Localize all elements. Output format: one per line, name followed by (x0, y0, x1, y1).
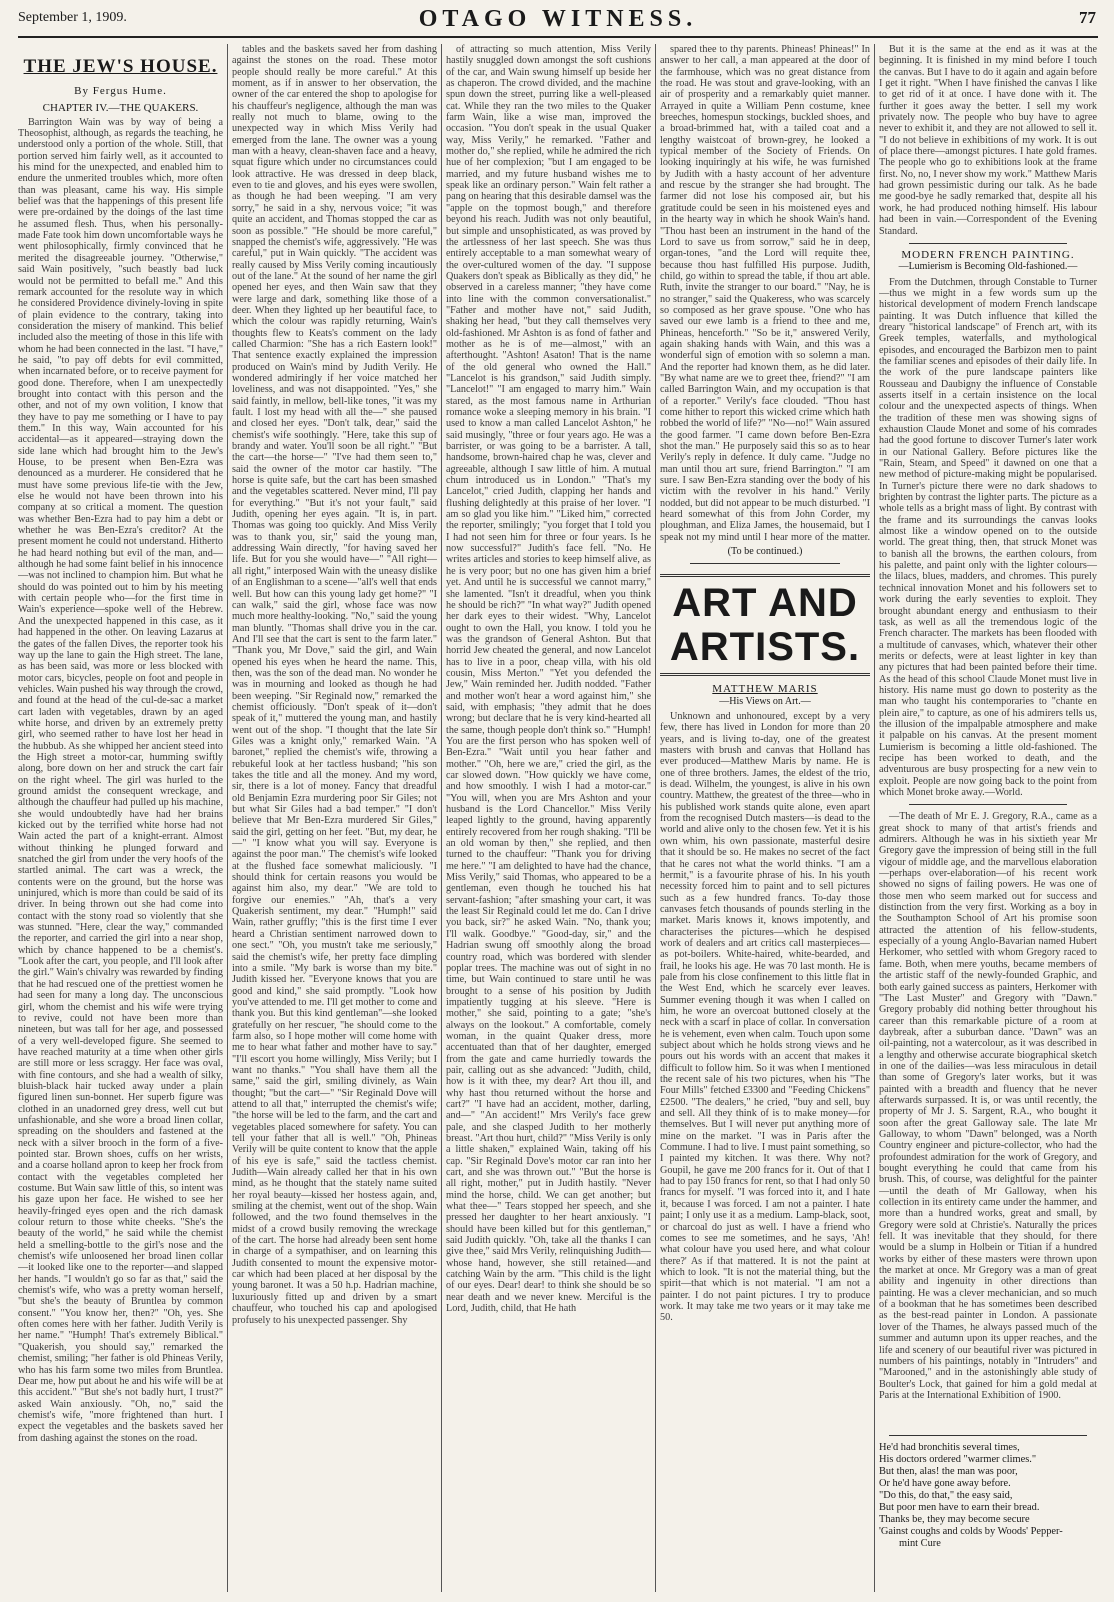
newspaper-title: OTAGO WITNESS. (418, 6, 698, 32)
chapter-heading: CHAPTER IV.—THE QUAKERS. (42, 102, 199, 115)
column-rule (655, 44, 656, 1592)
verse-line: Or he'd have gone away before. (879, 1478, 1011, 1489)
story-text-col3: of attracting so much attention, Miss Verily hastily snuggled down amongst the soft cushions of the car, and Wain swung himself up beside her as chaperon. The crowd divided, and the machine spun down the street, purring like a well-pleased cat. While they ran the two miles to the Quaker farm Wain, like a wise man, improved the occasion. "You don't speak in the usual Quaker way, Miss Verily," he remarked. "Father and mother do," she replied, while he admired the rich hue of her complexion; "but I am engaged to be married, and my future husband wishes me to speak like an ordinary person." Wain felt rather a pang on hearing that this desirable damsel was the "apple on the topmost bough," and therefore beyond his reach. Judith was not only beautiful, but simple and unsophisticated, as was proved by the artlessness of her last speech. She was thus entirely acceptable to a man somewhat weary of the over-cultured women of the day. "I suppose Quakers don't speak as Biblically as they did," he observed in a careless manner; "they have come into line with the common conversationalist." "Father and mother have not," said Judith, shaking her head, "but they call themselves very old-fashioned. Mr Ashton is as fond of father and mother as he is of me—almost," with an afterthought. "Ashton! Asaton! That is the name of the old general who owned the Hall." "Lancelot is his grandson," said Judith simply. "Lancelot!" "I am engaged to marry him." Wain stared, as the most famous name in Arthurian romance woke a sleeping memory in his brain. "I used to know a man called Lancelot Ashton," he said musingly, "three or four years ago. He was a barrister, or was going to be a barrister. A tall, handsome, brown-haired chap he was, clever and agreeable, although I saw little of him. A mutual chum introduced us in London." "That's my Lancelot," cried Judith, clapping her hands and flushing delightedly at this praise of her lover. "I am so glad you like him." "Liked him," corrected the reporter, smilingly; "you forget that I told you I had not seen him for three or four years. Is he now successful?" Judith's face fell. "No. He writes articles and stories to keep himself alive, as he is very poor; but no one has given him a brief yet. And until he is successful we cannot marry," she lamented. "Isn't it dreadful, when you think he should be rich?" "In what way?" Judith opened her dark eyes to their widest. "Why, Lancelot ought to own the Hall, you know. I told you he was the grandson of General Ashton. But that horrid Jew cheated the general, and now Lancelot has to live in a poor, cheap villa, with his old cousin, Miss Merton." "Yet you defended the Jew," Wain reminded her. Judith nodded. "Father and mother won't hear a word against him," she said, with emphasis; "they admit that he does wrong; but declare that he is very kind-hearted all the same, though people don't think so." "Humph! You are the first person who has spoken well of Ben-Ezra." "Wait until you hear father and mother." "Oh, here we are," cried the girl, as the car slowed down. "How quickly we have come, and how smoothly. I wish I had a motor-car." "You will, when you are Mrs Ashton and your husband is the Lord Chancellor." Miss Verily leaped lightly to the ground, having apparently entirely recovered from her rough shaking. "I'll be an old woman by then," she replied, and then turned to the chauffeur: "Thank you for driving me here." "I am delighted to have had the chance, Miss Verily," said Thomas, who appeared to be a gentleman, even though he touched his hat servant-fashion; "after smashing your cart, it was the least Sir Reginald could let me do. Can I drive you back, sir?" he asked Wain. "No, thank you; I'll walk. Goodbye." "Good-day, sir," and the Hadrian swung off smoothly along the broad country road, which was bordered with slender poplar trees. The machine was out of sight in no time, but Wain continued to stare until he was brought to a sense of his position by Judith impatiently tugging at his sleeve. "Here is mother," she said, pointing to a gate; "she's always on the lookout." A comfortable, comely woman, in the quaint Quaker dress, more accentuated than that of her daughter, emerged from the gate and came hurriedly towards the pair, calling out as she advanced: "Judith, child, how is it with thee, my dear? Art thou ill, and why hast thou returned without the horse and cart?" "I have had an accident, mother, darling, and—" "An accident!" Mrs Verily's face grew pale, and she clasped Judith to her motherly breast. "Art thou hurt, child?" "Miss Verily is only a little shaken," explained Wain, taking off his cap. "Sir Reginald Dove's motor car ran into her cart, and she was thrown out." "But the horse is all right, mother," put in Judith hastily. "Never mind the horse, child. We can get another; but what thee—" Tears stopped her speech, and she pressed her daughter to her heart anxiously. "I should have been killed but for this gentleman," said Judith quickly. "Oh, take all the thanks I can give thee," said Mrs Verily, relinquishing Judith—whose hand, however, she still retained—and catching Wain by the arm. "This child is the light of our eyes. Dear! dear! to think she should be so near death and we never knew. Merciful is the Lord, Judith, child, that He hath (446, 44, 651, 1315)
section-divider (889, 1435, 1087, 1436)
story-continuation (660, 44, 870, 544)
verse-line: mint Cure (899, 1538, 941, 1549)
story-text-col1: Barrington Wain was by way of being a Theosophist, although, as regards the teaching, he understood only a portion of the whole. Still, that portion served him fairly well, as it accounted to his mind for the unexpected, and enabled him to endure the unmerited troubles which, more often than was pleasant, came his way. His simple belief was that the happenings of this present life were pre-ordained by the doings of the last time he assumed flesh. Thus, when his personally-made Fate took him down uncomfortable ways he went philosophically, firmly convinced that he merited the disagreeable journey. "Otherwise," said Wain positively, "such beastly bad luck would not be permitted to befall me." And this remark accounted for the resolute way in which he considered Providence divinely-loving in spite of plain evidence to the contrary, taking into consideration the misery of mankind. This belief included also the meeting of those in this life with whom he had been connected in the last. "I have," he said, "to pay off debts for evil committed, when incarnated before, or to receive payment for good done. Therefore, when I am unexpectedly brought into contact with this person and the other, and not of my own volition, I know that they have to pay me something or I have to pay them." In this way, Wain accounted for his accidental—as it appeared—straying down the side lane which had brought him to the Jew's House, to be present when Ben-Ezra was denounced as a murderer. He considered that he must have some previous life-tie with the Jew, else he would not have been thrown into his company at so critical a moment. The question was whether Ben-Ezra had to pay him a debt or whether he was Ben-Ezra's creditor? At the present moment he could not understand. Hitherto he had heard nothing but evil of the man, and—although he had some faint belief in his innocence—was not inclined to champion him. But what he should do was pointed out to him by his meeting with certain people who—for the first time in Wain's experience—spoke well of the Hebrew. And the unexpected happened in this case, as it had happened in the other. On leaving Lazarus at the gates of the fallen Dives, the reporter took his way up the lane to gain the High street. The lane, as has been said, was more or less blocked with motor cars, bicycles, people on foot and people in vehicles. Wain pushed his way through the crowd, and found at the head of the cul-de-sac a market cart laden with vegetables, drawn by an aged white horse, and driven by an extremely pretty girl, who seemed rather to have lost her head in the hubbub. As she whipped her ancient steed into the High street a motor-car, humming swiftly along, bore down on her and struck the cart fair on the right wheel. The girl was hurled to the ground amidst the consequent wreckage, and although the chauffeur had pulled up his machine, she would undoubtedly have had her brains kicked out by the terrified white horse had not Wain acted the part of a knight-errant. Almost without thinking he plunged forward and snatched the girl from under the very hoofs of the startled animal. The cart was a wreck, the contents were on the ground, but the horse was uninjured, which is more than could be said of its driver. In being thrown out she had come into contact with the stony road so violently that she was stunned. "Here, clear the way," commanded the reporter, and carried the girl into a near shop, which by chance happened to be a chemist's. "Look after the cart, you people, and I'll look after the girl." Wain's chivalry was rewarded by finding that he had rescued one of the prettiest women he had seen for many a long day. The unconscious girl, whom the chemist and his wife were trying to revive, could not have been more than nineteen, but was tall for her age, and possessed of a very well-developed figure. She seemed to have reached maturity at a time when other girls are still more or less scraggy. Her face was oval, with fine contours, and she had a wealth of silky, bluish-black hair tucked away under a plain figured linen sun-bonnet. Her superb figure was clothed in an unadorned grey dress, well cut but unfashionable, and she wore a broad linen collar, spreading on the shoulders and fastened at the neck with a silver brooch in the form of a five-pointed star. Brown shoes, cuffs on her wrists, and a coarse holland apron to keep her frock from contact with the vegetables completed her costume. But Wain saw little of this, so intent was his gaze upon her face. He wished to see her heavily-fringed eyes open and the rich damask colour return to those white cheeks. "She's the beauty of the world," he said while the chemist held a smelling-bottle to the girl's nose and the chemist's wife unloosened her broad linen collar—it looked like one to the reporter—and slapped her hands. "I wouldn't go so far as that," said the chemist's wife, who was a pretty woman herself, "but she's the beauty of Bruntlea by common consent." "You know her, then?" "Oh, yes. She often comes here with her father. Judith Verily is her name." "Humph! That's extremely Biblical." "Quakerish, you should say," remarked the chemist, smiling; "her father is old Phineas Verily, who has his farm some two miles from Bruntlea. Dear me, how put about he and his wife will be at this accident." "But she's not badly hurt, I trust?" asked Wain anxiously. "Oh, no," said the chemist's wife, "more frightened than hurt. I expect the vegetables and the baskets saved her from dashing against the stones on the road. (18, 116, 223, 1444)
verse-line: But then, alas! the man was poor, (879, 1466, 1018, 1477)
masthead (18, 6, 1098, 38)
column-1 (18, 44, 223, 1594)
story-title: THE JEW'S HOUSE. (23, 56, 218, 77)
column-2 (232, 44, 437, 1594)
maris-text-cont: But it is the same at the end as it was at the beginning. It is finished in my mind before I touch the canvas. But I have to do it again and again before I get it right. "When I have finished the canvas I like to get rid of it at once. I have done with it. The further it goes away the better. I sell my work privately now. The people who buy have to agree never to exhibit it, and they are not allowed to sell it. "I do not believe in exhibitions of my work. It is out of place there—amongst pictures. I hate gold frames. The people who go to exhibitions look at the frame first. No, no, I never show my work." Matthew Maris had grown pessimistic during our talk. As he bade me good-bye he sadly remarked that, despite all his work, he had produced nothing himself. His labour had been in vain.—Correspondent of the Evening Standard. (879, 44, 1097, 237)
verse-line: 'Gainst coughs and colds by Woods' Pepper- (879, 1526, 1063, 1537)
lumierism-subheading: —Lumierism is Becoming Old-fashioned.— (898, 261, 1078, 273)
verse-line: But poor men have to earn their bread. (879, 1502, 1040, 1513)
advert-verse (879, 1442, 1097, 1550)
verse-line: He'd had bronchitis several times, (879, 1442, 1020, 1453)
gregory-text: —The death of Mr E. J. Gregory, R.A., came as a great shock to many of that artist's friends and admirers. Although he was in his sixtieth year Mr Gregory gave the impression of being still in the full vigour of middle age, and the marvellous elaboration—perhaps over-elaboration—of his recent work showed no signs of failing powers. He was one of those men who seem marked out for success and distinction from the very first. Working as a boy in the Southampton School of Art his promise soon attracted the attention of his fellow-students, especially of a young Anglo-Bavarian named Hubert Herkomer, who settled with whom Gregory raced to fame. Both, when mere youths, became members of the artistic staff of the newly-founded Graphic, and both early gained success as painters, Herkomer with "The Last Muster" and Gregory with "Dawn." Gregory probably did nothing better throughout his career than this remarkable picture of a room at daybreak, after a suburban dance. "Dawn" was an oil-painting, not a watercolour, as it was described in a lengthy and otherwise accurate biographical sketch in one of the dailies—was less miraculous in detail than some of Gregory's later works, but it was painted with a breadth and fluency that he never afterwards surpassed. It is, or was until recently, the property of Mr J. S. Sargent, R.A., who bought it soon after the great Galloway sale. The late Mr Galloway, to whom "Dawn" belonged, was a North Country engineer and picture-collector, who had the profoundest admiration for the work of Gregory, and bought everything he could that came from his brush. This, of course, was delightful for the painter—until the death of Mr Galloway, when his collection in its entirety came under the hammer, and more than a hundred works, great and small, by Gregory were sold at Christie's. Naturally the prices fell. It was inevitable that they should, for there would be a slump in Holbein or Titian if a hundred works by either of these masters were thrown upon the market at once. Mr Gregory was a man of great ability and ingenuity in other directions than painting. He was a clever mechanician, and so much of a bookman that he has sometimes been described as the best-read painter in London. A passionate lover of the Thames, he always passed much of the summer and autumn upon its upper reaches, and the life and scenery of our beautiful river was pictured in numbers of his paintings, notably in "Intruders" and "Marooned," and in the astonishingly able study of Boulter's Lock, that gained for him a gold medal at Paris at the International Exhibition of 1900. (879, 811, 1097, 1401)
column-rule (441, 44, 442, 1592)
to-be-continued: (To be continued.) (727, 546, 803, 557)
column-rule (227, 44, 228, 1592)
maris-heading: MATTHEW MARIS (712, 683, 818, 696)
column-5 (879, 44, 1097, 1594)
section-divider (690, 563, 840, 564)
maris-subheading: —His Views on Art.— (719, 695, 811, 707)
story-byline: By Fergus Hume. (74, 85, 167, 97)
column-3 (446, 44, 651, 1594)
lumierism-text: From the Dutchmen, through Constable to Turner—thus we might in a few words sum up the historical development of modern French landscape painting. It was Dutch influence that killed the dreary "historical landscape" of French art, with its Greek temples, waterfalls, and mythological episodes, and encouraged the Barbizon men to paint the familiar scenes and episodes of their daily life. In the work of the pure landscape painters like Rousseau and Daubigny the influence of Constable asserts itself in a certain insistence on the local colour and the unexpected aspects of things. When the tradition of these men was showing signs of exhaustion Claude Monet and some of his comrades had the good fortune to discover Turner's later work in our National Gallery. Before pictures like the "Rain, Steam, and Speed" it dawned on one that a new method of picture-making might be popularised. In Turner's picture there were no dark shadows to brighten by contrast the lighter parts. The picture as a whole tells as a bright mass of light. By contrast with the frame and its surroundings the canvas looks almost like a window opened on to the outside world. The great thing, then, that struck Monet was to banish all the browns, the earthen colours, from his palette, and paint only with the lighter colours—the lilacs, blues, madders, and chromes. This purely technical innovation Monet and his followers set to work during the early seventies to exploit. They brought abundant energy and enthusiasm to their task, as well as all the tremendous logic of the French character. The markets has been flooded with a multitude of canvases, which, whatever their other merits or defects, were at least lighter in key than any pictures that had been painted before their time. As the head of this school Claude Monet must live in history. His name must go down to posterity as the man who taught his contemporaries to "chante en plein aire," to capture, as one of his admirers tells us, the illusion of the impalpable atmosphere and make it palpable on his canvas. At the present moment Lumierism is becoming a little old-fashioned. The recipe has been worked to death, and the adventurous are busy prospecting for a new vein to exploit. People are now going back to the point from which Monet broke away.—World. (879, 276, 1097, 798)
page-number: 77 (1079, 8, 1096, 27)
column-4 (660, 44, 870, 1594)
section-divider (909, 243, 1067, 244)
issue-date: September 1, 1909. (18, 10, 127, 25)
maris-text: Unknown and unhonoured, except by a very few, there has lived in London for more than 20 years, and is living to-day, one of the greatest masters with brush and canvas that Holland has ever produced—Matthew Maris by name. He is one of three brothers. James, the eldest of the trio, is dead. Wilhelm, the youngest, is alive in his own country. Matthew, the greatest of the three—who in his published work stands quite alone, even apart from the recognised Dutch masters—is dead to the world and alive only to the chosen few. Yet it is his own whim, his own passionate, masterful desire that it should be so. He makes no secret of the fact that he cares not what the world thinks. "I am a hermit," is a favourite phrase of his. In his youth necessity forced him to paint and to sell pictures such as a few hundred francs. To-day those canvases fetch thousands of pounds sterling in the market. Maris knows it, knows impotently, and characterises the pictures—which he despised work of dealers and art critics call masterpieces—as pot-boilers. White-haired, white-bearded, and frail, he looks his age. He was 70 last month. He is pale from his close confinement to this little flat in the West End, which he scarcely ever leaves. Summer evening though it was when I called on him, he wore an overcoat buttoned closely at the neck with a scarf in place of collar. In conversation he is vehement, even when calm. Touch upon some subject about which he holds strong views and he pours out his words with an accent that makes it difficult to follow him. So it was when I mentioned the recent sale of his two pictures, when his "The Four Mills" fetched £3300 and "Feeding Chickens" £2500. "The dealers," he cried, "buy and sell, buy and sell. All they think of is to make money—for themselves. But I will never put anything more of mine on the market. "I was in Paris after the Commune. I had to live. I must paint something, so I painted my kitchen. It was there. Why not? Goupil, he gave me 200 francs for it. Out of that I had to pay 150 francs for rent, so that I had only 50 francs for myself. "I was forced into it, and I hate it, because I was forced. I am not a painter. I hate paint; I only use it as a medium. Lamp-black, soot, or charcoal do just as well. I have a friend who comes to see me sometimes, and he says, 'Ah! what colour have you used here, and what colour there?' As if that mattered. It is not the paint at which to look. "It is not the material thing, but the spirit—that which is not material. "I am not a painter. I do not paint pictures. I try to produce work. It may take me two years or it may take me 50. (660, 711, 870, 1324)
column-5-articles (879, 44, 1097, 1429)
verse-line: "Do this, do that," the easy said, (879, 1490, 1013, 1501)
art-section-title: ART AND ARTISTS. (660, 574, 870, 676)
verse-line: Thanks be, they may become secure (879, 1514, 1030, 1525)
column-rule (874, 44, 875, 1592)
story-text-col4: spared thee to thy parents. Phineas! Phineas!" In answer to her call, a man appeared at the door of the farmhouse, which was no great distance from the road. He was stout and grave-looking, with an air of prosperity and a remarkably quiet manner. Arrayed in quite a William Penn costume, knee breeches, homespun stockings, buckled shoes, and a broad-brimmed hat, with a tailed coat and a lengthy waistcoat of brown-grey, he looked a typical member of the Society of Friends. On looking inquiringly at his wife, he was furnished by Judith with a hasty account of her adventure and rescue by the stranger she had brought. The farmer did not lose his composed air, but his gratitude could be seen in his moistened eyes and in the hearty way in which he shook Wain's hand. "Thou hast been an instrument in the hand of the Lord to save us from sorrow," said he in deep, organ-tones, "and the Lord will requite thee, because thou hast fulfilled His purpose. Judith, child, go within to spread the table, if thou art able. Ruth, invite the stranger to our board." "Nay, he is no stranger," said the Quakeress, who was scarcely so composed as her grave spouse. "One who has saved our ewe lamb is a friend to thee and me, Phineas, henceforth." "So be it," answered Verily, again shaking hands with Wain, and this was a wonderful sign of emotion with so solemn a man. And the reporter had known them, as he did later. "By what name are we to greet thee, friend?" "I am called Barrington Wain, and my occupation is that of a reporter." Verily's face clouded. "Thou hast come hither to report this wicked crime which hath robbed the world of life?" "No—no!" Wain assured the good farmer. "I came down before Ben-Ezra shot the man." He purposely said this so as to hear Verily's reply in defence. It duly came. "Judge no man until thou art sure, friend Barrington." "I am sure. I saw Ben-Ezra standing over the body of his victim with the revolver in his hand." Verily nodded, but did not appear to be much disturbed. "I heard somewhat of this from John Corder, my ploughman, and Eliza James, the housemaid, but I speak not my mind until I hear more of the matter. (660, 44, 870, 543)
lumierism-heading: MODERN FRENCH PAINTING. (901, 248, 1075, 261)
verse-line: His doctors ordered "warmer climes." (879, 1454, 1037, 1465)
story-text-col2: tables and the baskets saved her from dashing against the stones on the road. These motor people should really be more careful." At this moment, as if in answer to her observation, the owner of the car entered the shop to apologise for his chauffeur's negligence, although the man was really not much to blame, owing to the unexpected way in which Miss Verily had emerged from the lane. The owner was a young man with a heavy, clean-shaven face and a heavy, squat figure which under no circumstances could look attractive. He was dressed in deep black, even to tie and gloves, and his eyes were swollen, as though he had been weeping. "I am very sorry," he said in a shy, nervous voice; "it was quite an accident, and Thomas stopped the car as soon as possible." "He should be more careful," snapped the chemist's wife, aggressively. "He was careful," put in Wain quickly. "The accident was really caused by Miss Verily coming incautiously out of the lane." At the sound of her name the girl opened her eyes, and then Wain saw that they were large and dark, something like those of a deer. When they lighted up her beautiful face, to which the colour was rapidly returning, Wain's thoughts flew to Keats's comment on the lady called Charmion: "She has a rich Eastern look!" That sentence exactly explained the impression produced on Wain's mind by Judith Verily. He wondered admiringly if her voice matched her loveliness, and was not disappointed. "Yes," she said faintly, in mellow, bell-like tones, "it was my fault. I lost my head with all the—" she paused and closed her eyes. "Don't talk, dear," said the chemist's wife soothingly. "Here, take this sup of brandy and water. You'll soon be all right." "But the cart—the horse—" "I've had them seen to," said the owner of the motor car hastily. "The horse is quite safe, but the cart has been smashed and the vegetables scattered. Never mind, I'll pay for everything." "But it's not your fault," said Judith, opening her eyes again. "It is, in part. Thomas was going too quickly. And Miss Verily was to thank you, sir," said the young man, addressing Wain directly, "for having saved her life. But for you she would have—" "All right—all right," interposed Wain with the uneasy dislike of an Englishman to a scene—"all's well that ends well. But how can this young lady get home?" "I can walk," said the girl, whose face was now much more healthy-looking. "No," said the young man bluntly. "Thomas shall drive you in the car. And I'll see that the cart is sent to the farm later." "Thank you, Mr Dove," said the girl, and Wain opened his eyes when he heard the name. This, then, was the son of the dead man. No wonder he was in mourning and looked as though he had been weeping. "Sir Reginald now," remarked the chemist officiously. "Don't speak of it—don't speak of it," muttered the young man, and hastily went out of the shop. "I thought that the late Sir Giles was a knight only," remarked Wain. "A baronet," replied the chemist's wife, throwing a rebukeful look at her tactless husband; "his son takes the title and all the money. And my word, sir, there is a lot of money. Fancy that dreadful old Benjamin Ezra murdering poor Sir Giles; not but what Sir Giles had a bad temper." "I don't believe that Mr Ben-Ezra murdered Sir Giles," said the girl, getting on her feet. "But, my dear, he—" "I know what you will say. Everyone is against the poor man." The chemist's wife looked at the flushed face somewhat maliciously. "I should think for certain reasons you would be against him also, my dear." "We are told to forgive our enemies." "Ah, that's a very Quakerish sentiment, my dear." "Humph!" said Wain, rather gruffly; "this is the first time I ever heard a Christian sentiment narrowed down to one sect." "Oh, you mustn't take me seriously," said the chemist's wife, her pretty face dimpling into a smile. "My bark is worse than my bite." Judith kissed her. "Everyone knows that you are good and kind," she said promptly. "Look how you've attended to me. I'll get mother to come and thank you. But this kind gentleman"—she looked gratefully on her rescuer, "he should come to the farm also, so I hope mother will come home with me to hear what father and mother have to say." "I'll escort you home willingly, Miss Verily; but I want no thanks." "You shall have them all the same," said the girl, smiling divinely, as Wain thought; "but the cart—" "Sir Reginald Dove will attend to all that," interrupted the chemist's wife; "the horse will be led to the farm, and the cart and vegetables placed somewhere for safety. You can tell your father that all is well." "Oh, Phineas Verily will be quite content to know that the apple of his eye is safe," said the tactless chemist. Judith—Wain already called her that in his own mind, as he thought that the stately name suited her royal beauty—kissed her hostess again, and, smiling at the chemist, went out of the shop. Wain followed, and the two found themselves in the midst of a crowd busily removing the wreckage of the cart. The horse had already been sent home in charge of a sympathiser, and on learning this Judith consented to mount the expensive motor-car which had been placed at her disposal by the young baronet. It was a 50 h.p. Hadrian machine, luxuriously fitted up and driven by a smart chauffeur, who touched his cap and apologised profusely to his unexpected passenger. Shy (232, 44, 437, 1326)
section-divider (909, 804, 1067, 805)
